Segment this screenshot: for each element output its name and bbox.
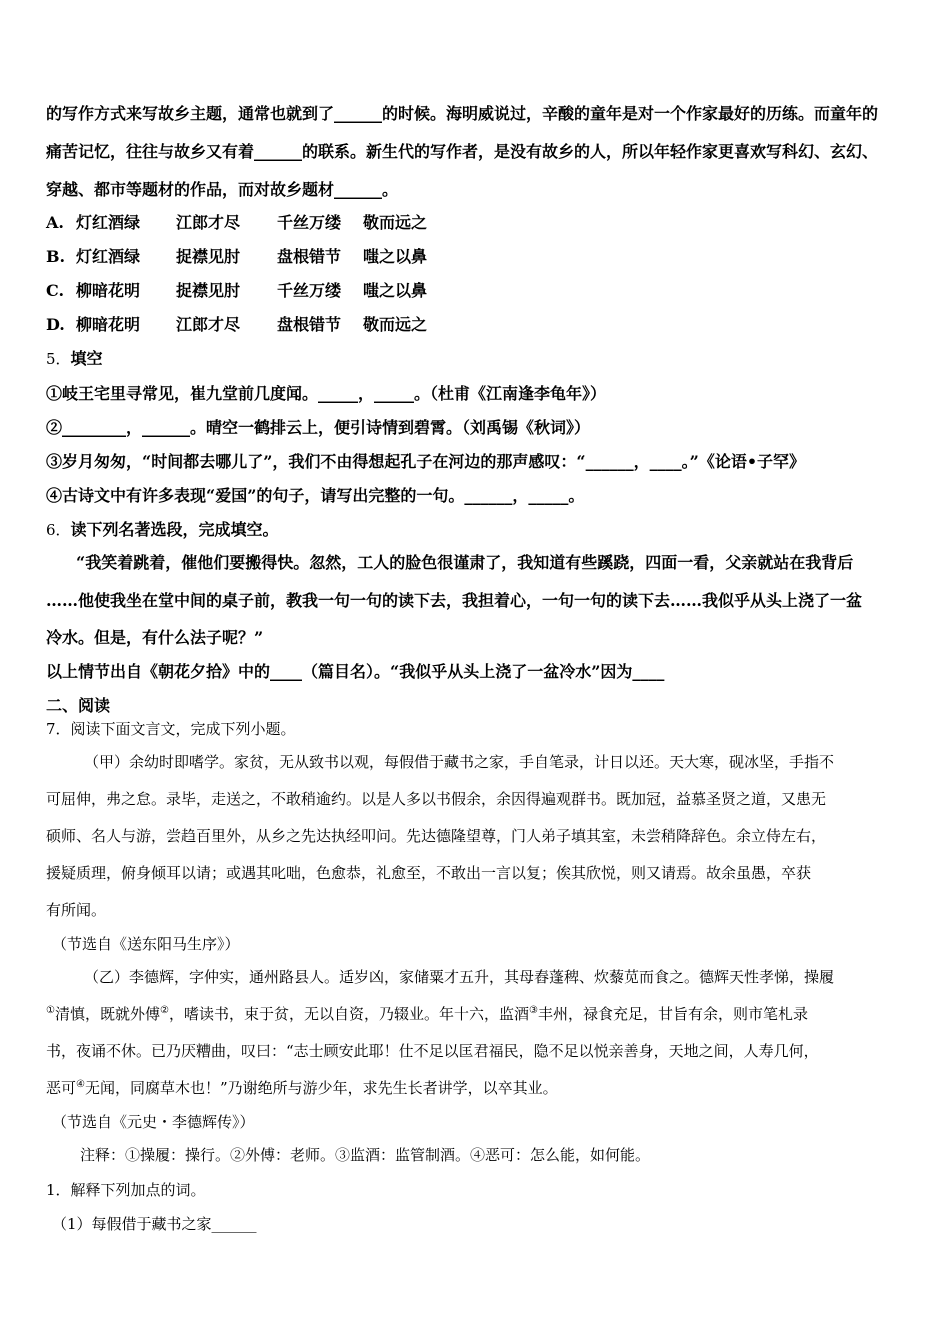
- q5-line-2: ②________，______。晴空一鹤排云上，便引诗情到碧霄。（刘禹锡《秋词》）: [46, 418, 591, 437]
- question-6-heading: [46, 517, 279, 540]
- question-7-heading: [46, 718, 296, 739]
- passage-a-line-5: 有所闻。: [46, 901, 107, 919]
- passage-b-line-1: （乙）李德辉，字仲实，通州路县人。适岁凶，家储粟才五升，其母舂蓬稗、炊藜苋而食之。德辉天性孝悌，操履: [84, 968, 835, 986]
- footnote-marker: ④: [76, 1079, 85, 1090]
- option-d[interactable]: [46, 312, 427, 335]
- footnote-marker: ②: [159, 1005, 169, 1016]
- option-word: 敬而远之: [363, 315, 428, 334]
- question-title: 读下列名著选段，完成填空。: [70, 520, 279, 539]
- subquestion-1: 1．解释下列加点的词。: [46, 1181, 206, 1199]
- option-word: 嗤之以鼻: [363, 281, 428, 300]
- q6-question: 以上情节出自《朝花夕拾》中的____（篇目名）。“我似乎从头上浇了一盆冷水”因为____: [46, 662, 665, 681]
- footnote-marker: ①: [46, 1005, 55, 1016]
- intro-line-2: 痛苦记忆，往往与故乡又有着______的联系。新生代的写作者，是没有故乡的人，所以年轻作家更喜欢写科幻、玄幻、: [46, 142, 879, 161]
- option-word: 江郎才尽: [176, 315, 241, 334]
- question-number: 6．: [46, 521, 71, 539]
- option-word: 柳暗花明: [76, 281, 141, 300]
- annotation-notes: 注释：①操履：操行。②外傅：老师。③监酒：监管制酒。④恶可：怎么能，如何能。: [80, 1146, 651, 1164]
- q5-line-3: ③岁月匆匆，“时间都去哪儿了”，我们不由得想起孔子在河边的那声感叹：“______，____。”《论语•子罕》: [46, 452, 806, 471]
- option-word: 捉襟见肘: [176, 247, 241, 266]
- option-word: 千丝万缕: [277, 213, 342, 232]
- option-word: 敬而远之: [363, 213, 428, 232]
- q6-passage-line-2: ……他使我坐在堂中间的桌子前，教我一句一句的读下去，我担着心，一句一句的读下去……我似乎从头上浇了一盆: [46, 591, 863, 610]
- option-c[interactable]: [46, 278, 427, 301]
- passage-a-line-4: 援疑质理，俯身倾耳以请；或遇其叱咄，色愈恭，礼愈至，不敢出一言以复；俟其欣悦，则又请焉。故余虽愚，卒获: [46, 864, 812, 882]
- passage-a-line-2: 可屈伸，弗之怠。录毕，走送之，不敢稍逾约。以是人多以书假余，余因得遍观群书。既加冠，益慕圣贤之道，又患无: [46, 790, 827, 808]
- option-label: C.: [46, 281, 65, 300]
- intro-line-1: 的写作方式来写故乡主题，通常也就到了______的时候。海明威说过，辛酸的童年是对一个作家最好的历练。而童年的: [46, 104, 879, 123]
- option-label: A.: [46, 213, 64, 232]
- option-word: 灯红酒绿: [76, 213, 141, 232]
- passage-a-line-3: 硕师、名人与游，尝趋百里外，从乡之先达执经叩问。先达德隆望尊，门人弟子填其室，未尝稍降辞色。余立侍左右，: [46, 827, 827, 845]
- q6-passage-line-3: 冷水。但是，有什么法子呢？”: [46, 628, 264, 647]
- option-word: 千丝万缕: [277, 281, 342, 300]
- passage-b-line-3: 书，夜诵不休。已乃厌糟曲，叹曰：“志士顾安此耶！仕不足以匡君福民，隐不足以悦亲善身，天地之间，人寿几何，: [46, 1042, 819, 1060]
- subquestion-1-1: （1）每假借于藏书之家______: [52, 1215, 257, 1233]
- q6-passage-line-1: “我笑着跳着，催他们要搬得快。忽然，工人的脸色很谨肃了，我知道有些蹊跷，四面一看，父亲就站在我背后: [76, 553, 854, 572]
- option-word: 灯红酒绿: [76, 247, 141, 266]
- option-word: 嗤之以鼻: [363, 247, 428, 266]
- question-title: 阅读下面文言文，完成下列小题。: [70, 720, 296, 738]
- option-label: B.: [46, 247, 66, 266]
- question-number: 5．: [46, 350, 71, 368]
- question-title: 填空: [70, 349, 103, 368]
- passage-a-line-1: （甲）余幼时即嗜学。家贫，无从致书以观，每假借于藏书之家，手自笔录，计日以还。天大寒，砚冰坚，手指不: [84, 753, 835, 771]
- option-word: 江郎才尽: [176, 213, 241, 232]
- footnote-marker: ③: [528, 1005, 538, 1016]
- q5-line-1: ①岐王宅里寻常见，崔九堂前几度闻。_____，_____。（杜甫《江南逢李龟年》）: [46, 384, 607, 403]
- passage-b-source: （节选自《元史・李德辉传》）: [52, 1113, 255, 1131]
- q5-line-4: ④古诗文中有许多表现“爱国”的句子，请写出完整的一句。______，_____。: [46, 486, 585, 505]
- passage-a-source: （节选自《送东阳马生序》）: [52, 935, 240, 953]
- question-5-heading: [46, 346, 103, 369]
- option-word: 盘根错节: [277, 315, 342, 334]
- intro-line-3: 穿越、都市等题材的作品，而对故乡题材______。: [46, 180, 399, 199]
- option-b[interactable]: [46, 244, 427, 267]
- option-a[interactable]: [46, 210, 427, 233]
- passage-b-line-4: 恶可④无闻，同腐草木也！”乃谢绝所与游少年，求先生长者讲学，以卒其业。: [46, 1079, 558, 1097]
- option-word: 盘根错节: [277, 247, 342, 266]
- option-label: D.: [46, 315, 65, 334]
- section-2-title: 二、阅读: [46, 696, 111, 715]
- passage-b-line-2: ①清慎，既就外傅②，嗜读书，束于贫，无以自资，乃辍业。年十六，监酒③丰州，禄食充足，甘旨有余，则市笔札录: [46, 1005, 808, 1023]
- option-word: 捉襟见肘: [176, 281, 241, 300]
- question-number: 7．: [46, 720, 71, 738]
- option-word: 柳暗花明: [76, 315, 141, 334]
